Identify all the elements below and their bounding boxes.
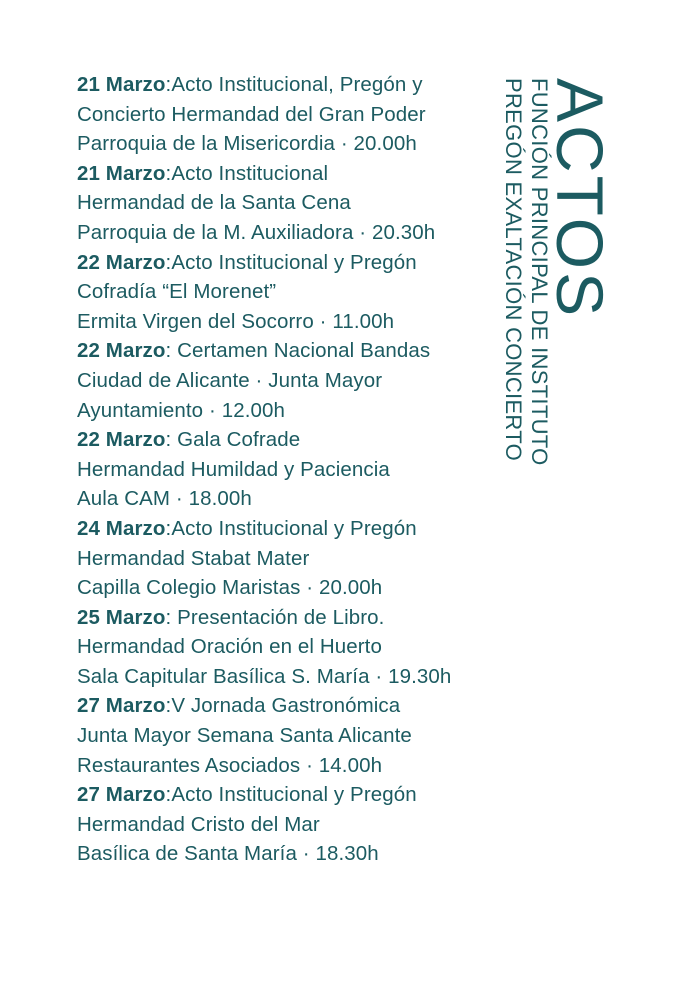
event-place-time: Basílica de Santa María · 18.30h — [77, 842, 379, 866]
event-heading — [77, 780, 527, 810]
event-separator: : — [165, 339, 178, 363]
event-place-time: Parroquia de la Misericordia · 20.00h — [77, 132, 417, 156]
sidebar-subtitle-2: PREGÓN EXALTACIÓN CONCIERTO — [501, 78, 526, 461]
event-place-time: Parroquia de la M. Auxiliadora · 20.30h — [77, 220, 436, 244]
event-separator: : — [165, 161, 172, 185]
event-heading — [77, 514, 527, 544]
event-heading — [77, 603, 527, 633]
event-organizer: Concierto Hermandad del Gran Poder — [77, 102, 426, 126]
event-title: Acto Institucional y Pregón — [171, 250, 417, 274]
event-title: Acto Institucional y Pregón — [171, 783, 417, 807]
event-organizer: Ciudad de Alicante · Junta Mayor — [77, 368, 383, 392]
event-separator: : — [165, 516, 172, 540]
event-item — [77, 514, 527, 603]
event-organizer: Hermandad Cristo del Mar — [77, 812, 320, 836]
event-organizer: Cofradía “El Morenet” — [77, 280, 277, 304]
event-organizer: Hermandad Humildad y Paciencia — [77, 457, 390, 481]
sidebar-title-block — [500, 78, 617, 466]
event-place-time: Aula CAM · 18.00h — [77, 487, 252, 511]
event-organizer: Hermandad Stabat Mater — [77, 546, 310, 570]
event-date: 27 Marzo — [77, 783, 166, 807]
event-item — [77, 336, 527, 425]
event-list — [77, 70, 527, 869]
event-date: 24 Marzo — [77, 516, 166, 540]
event-heading — [77, 159, 527, 189]
event-heading — [77, 691, 527, 721]
event-place-time: Sala Capitular Basílica S. María · 19.30h — [77, 664, 452, 688]
event-heading — [77, 248, 527, 278]
event-place-time: Ermita Virgen del Socorro · 11.00h — [77, 309, 395, 333]
event-place-time: Restaurantes Asociados · 14.00h — [77, 753, 383, 777]
event-title: Acto Institucional — [171, 161, 329, 185]
event-heading — [77, 70, 527, 100]
event-place-time: Ayuntamiento · 12.00h — [77, 398, 286, 422]
event-item — [77, 159, 527, 248]
event-heading — [77, 425, 527, 455]
event-separator: : — [165, 250, 172, 274]
event-item — [77, 248, 527, 337]
sidebar-subtitle-1: FUNCIÓN PRINCIPAL DE INSTITUTO — [527, 78, 552, 466]
event-place-time: Capilla Colegio Maristas · 20.00h — [77, 576, 383, 600]
event-item — [77, 603, 527, 692]
event-item — [77, 70, 527, 159]
event-separator: : — [165, 428, 178, 452]
event-heading — [77, 336, 527, 366]
event-organizer: Hermandad Oración en el Huerto — [77, 635, 382, 659]
event-date: 22 Marzo — [77, 428, 166, 452]
event-organizer: Hermandad de la Santa Cena — [77, 191, 351, 215]
event-separator: : — [165, 694, 172, 718]
event-date: 25 Marzo — [77, 605, 166, 629]
event-date: 21 Marzo — [77, 161, 166, 185]
event-title: V Jornada Gastronómica — [171, 694, 401, 718]
event-separator: : — [165, 605, 178, 629]
event-organizer: Junta Mayor Semana Santa Alicante — [77, 724, 412, 748]
event-date: 22 Marzo — [77, 339, 166, 363]
event-separator: : — [165, 783, 172, 807]
event-date: 21 Marzo — [77, 73, 166, 96]
event-item — [77, 691, 527, 780]
event-title: Certamen Nacional Bandas — [177, 339, 431, 363]
event-separator: : — [165, 73, 172, 96]
sidebar-title: ACTOS — [543, 78, 617, 320]
event-title: Gala Cofrade — [177, 428, 301, 452]
event-date: 22 Marzo — [77, 250, 166, 274]
event-item — [77, 780, 527, 869]
event-title: Acto Institucional y Pregón — [171, 516, 417, 540]
event-date: 27 Marzo — [77, 694, 166, 718]
event-title: Presentación de Libro. — [177, 605, 385, 629]
event-title: Acto Institucional, Pregón y — [171, 73, 423, 96]
event-item — [77, 425, 527, 514]
